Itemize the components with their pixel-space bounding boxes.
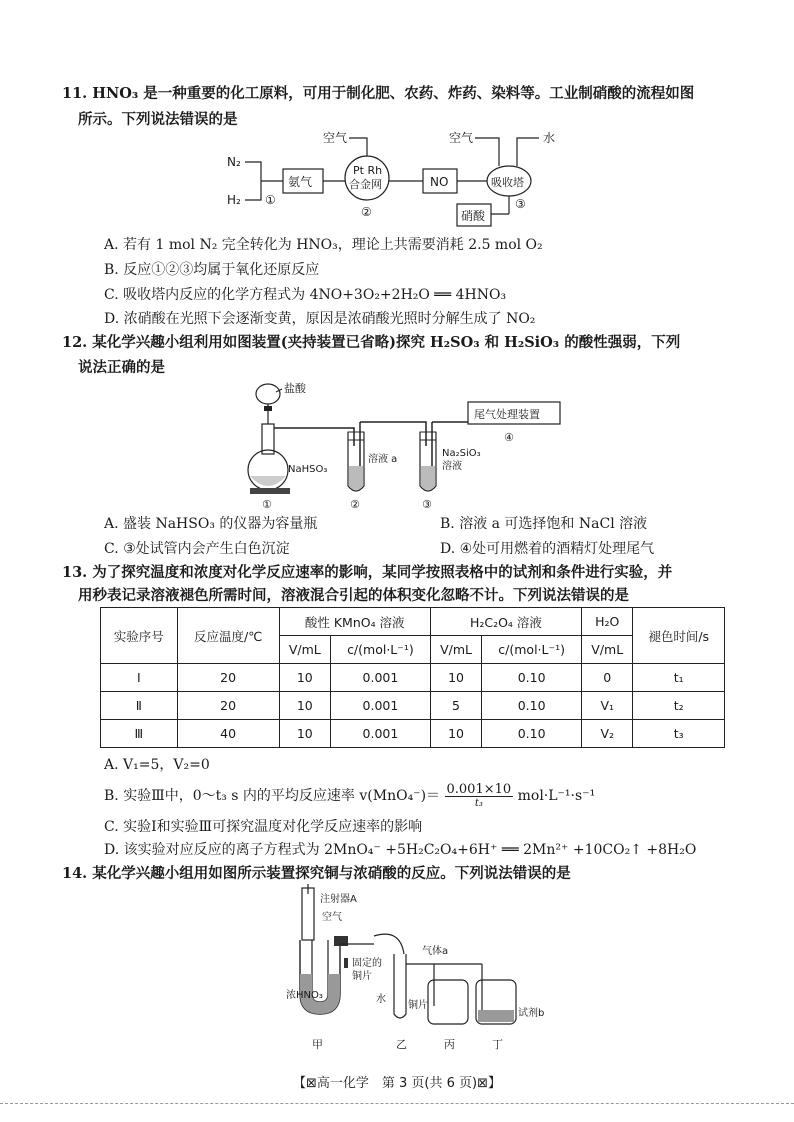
cell: 0.10 [482,692,582,720]
fold-line [0,1103,794,1104]
hno3-label: 浓HNO₃ [286,990,323,1001]
table-row [101,692,725,720]
th-no: 实验序号 [101,608,178,664]
circle-1: ① [265,193,276,207]
th-sub-v2: V/mL [430,636,481,664]
q12-option-a: A. 盛装 NaHSO₃ 的仪器为容量瓶 [104,516,318,532]
air-label: 空气 [322,912,342,923]
q11-option-b: B. 反应①②③均属于氧化还原反应 [104,262,320,278]
cell: t₃ [633,720,725,748]
circle-3: ③ [422,498,432,511]
th-sub-c1: c/(mol·L⁻¹) [331,636,431,664]
label-bing: 丙 [444,1038,455,1051]
q11-option-c: C. 吸收塔内反应的化学方程式为 4NO+3O₂+2H₂O ══ 4HNO₃ [104,287,507,303]
cell: 0.001 [331,664,431,692]
fraction-numerator: 0.001×10 [446,781,512,797]
label-ding: 丁 [492,1038,503,1051]
cell: 10 [279,720,330,748]
rate-fraction [445,783,514,810]
cell: 10 [430,720,481,748]
table-row [101,664,725,692]
th-h2o: H₂O [582,608,633,636]
cell: 10 [279,664,330,692]
cell: V₁ [582,692,633,720]
q12-stem-line1: 12. 某化学兴趣小组利用如图装置(夹持装置已省略)探究 H₂SO₃ 和 H₂SiO₃ 的酸性强弱，下列 [62,334,681,351]
th-kmno4: 酸性 KMnO₄ 溶液 [279,608,430,636]
th-sub-c2: c/(mol·L⁻¹) [482,636,582,664]
water-label: 水 [543,131,556,145]
cell: 40 [177,720,279,748]
q13-option-a: A. V₁=5，V₂=0 [104,757,210,773]
n2-label: N₂ [227,155,241,169]
air1-label: 空气 [323,131,348,145]
cell: 0.001 [331,720,431,748]
th-h2c2o4: H₂C₂O₄ 溶液 [430,608,581,636]
na2sio3-label1: Na₂SiO₃ [442,448,481,459]
q12-stem-line2: 说法正确的是 [78,359,165,376]
q14-apparatus [286,884,550,1054]
q13-option-b-unit: mol·L⁻¹·s⁻¹ [517,788,596,804]
th-temp: 反应温度/℃ [177,608,279,664]
ammonia-label: 氨气 [288,175,313,189]
hcl-label: 盐酸 [284,382,306,395]
catalyst-label1: Pt Rh [353,164,383,177]
fixed-label2: 铜片 [352,971,372,982]
water-label: 水 [376,994,386,1005]
q13-option-b-prefix: B. 实验Ⅲ中，0～t₃ s 内的平均反应速率 v(MnO₄⁻)＝ [104,788,441,804]
q11-stem-line1: 11. HNO₃ 是一种重要的化工原料，可用于制化肥、农药、炸药、染料等。工业制硝酸的流程如图 [62,85,695,102]
circle-2: ② [361,205,372,219]
circle-3: ③ [515,197,526,211]
page-footer: 【⊠高一化学 第 3 页(共 6 页)⊠】 [292,1076,501,1091]
label-jia: 甲 [312,1038,323,1051]
air2-label: 空气 [449,131,474,145]
syringe-label: 注射器A [320,894,357,905]
cell: Ⅰ [101,664,178,692]
q13-stem-line1: 13. 为了探究温度和浓度对化学反应速率的影响，某同学按照表格中的试剂和条件进行实验，并 [62,564,673,581]
gas-label: 气体a [422,946,449,957]
experiment-table [100,607,725,748]
sol-a-label: 溶液 a [368,454,398,465]
cell: 10 [430,664,481,692]
cell: 20 [177,664,279,692]
circle-1: ① [262,498,272,511]
q13-option-b [104,782,595,810]
fraction-denominator: t₃ [474,797,483,809]
cell: Ⅲ [101,720,178,748]
cell: 5 [430,692,481,720]
cell: t₁ [633,664,725,692]
h2-label: H₂ [227,193,241,207]
catalyst-label2: 合金网 [349,178,382,191]
th-sub-v1: V/mL [279,636,330,664]
q12-option-c: C. ③处试管内会产生白色沉淀 [104,541,290,557]
cell: 0.10 [482,664,582,692]
nahso3-label: NaHSO₃ [288,464,328,475]
no-label: NO [430,175,449,189]
circle-2: ② [350,498,360,511]
cell: Ⅱ [101,692,178,720]
tail-gas-label: 尾气处理装置 [474,408,540,421]
q11-option-a: A. 若有 1 mol N₂ 完全转化为 HNO₃，理论上共需要消耗 2.5 mol O₂ [104,237,543,253]
q11-flowchart [225,128,565,228]
q12-apparatus [238,378,568,513]
cell: 20 [177,692,279,720]
q12-option-d: D. ④处可用燃着的酒精灯处理尾气 [440,541,655,557]
cell: t₂ [633,692,725,720]
q14-stem: 14. 某化学兴趣小组用如图所示装置探究铜与浓硝酸的反应。下列说法错误的是 [62,865,571,882]
q13-option-c: C. 实验Ⅰ和实验Ⅲ可探究温度对化学反应速率的影响 [104,819,423,835]
q13-stem-line2: 用秒表记录溶液褪色所需时间，溶液混合引起的体积变化忽略不计。下列说法错误的是 [78,587,629,604]
circle-4: ④ [504,431,514,444]
q11-stem-line2: 所示。下列说法错误的是 [78,111,238,128]
acid-label: 硝酸 [461,209,486,223]
cell: 0.10 [482,720,582,748]
fixed-label1: 固定的 [352,958,382,969]
cell: 0 [582,664,633,692]
copper-label: 铜片 [408,1000,428,1011]
q11-option-d: D. 浓硝酸在光照下会逐渐变黄，原因是浓硝酸光照时分解生成了 NO₂ [104,311,536,327]
cell: 0.001 [331,692,431,720]
tower-label: 吸收塔 [491,176,524,189]
label-yi: 乙 [396,1038,407,1051]
cell: V₂ [582,720,633,748]
q12-option-b: B. 溶液 a 可选择饱和 NaCl 溶液 [440,516,648,532]
q13-option-d: D. 该实验对应反应的离子方程式为 2MnO₄⁻ +5H₂C₂O₄+6H⁺ ══ 2Mn²⁺ +10CO₂↑ +8H₂O [104,842,697,858]
reagent-label: 试剂b [518,1008,545,1019]
table-row [101,720,725,748]
th-sub-v3: V/mL [582,636,633,664]
th-time: 褪色时间/s [633,608,725,664]
na2sio3-label2: 溶液 [442,461,462,472]
cell: 10 [279,692,330,720]
